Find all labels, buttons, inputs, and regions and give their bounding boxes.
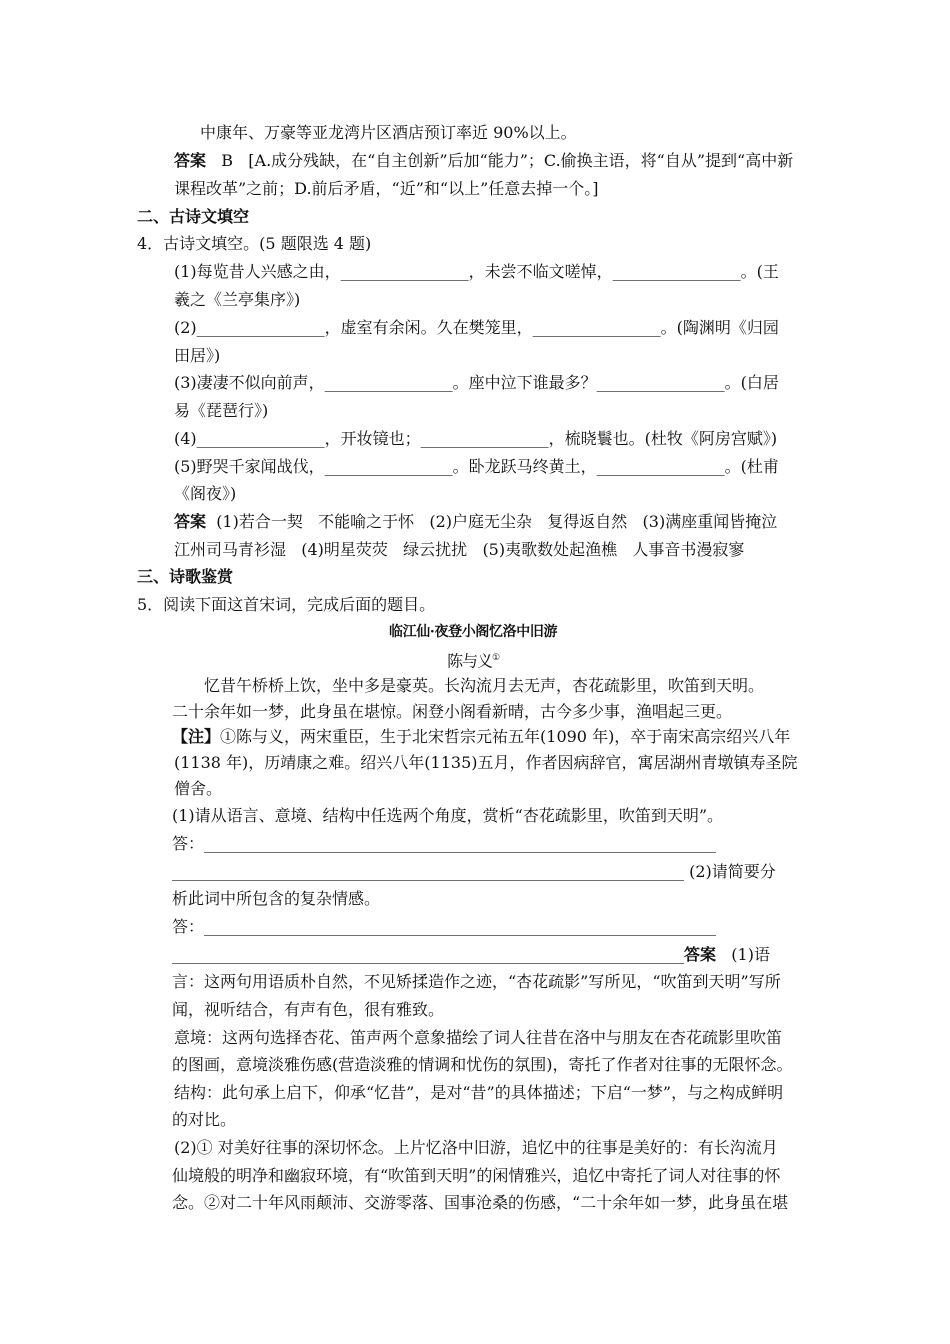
answer-text: (2)① 对美好往事的深切怀念。上片忆洛中旧游，追忆中的往事是美好的：有长沟流月 — [174, 1138, 778, 1157]
section-heading: 二、古诗文填空 — [137, 207, 250, 226]
answer-label: 答案 — [684, 945, 717, 964]
fill-item: (2)________________，虚室有余闲。久在樊笼里，________________。(陶渊明《归园 — [174, 318, 779, 337]
note-text: (1138 年)，历靖康之难。绍兴八年(1135)五月，作者因病辞官，寓居湖州青墩镇寿圣院 — [174, 753, 798, 772]
answer-text: 闻，视听结合，有声有色，很有雅致。 — [172, 1000, 445, 1019]
answer-line — [172, 945, 770, 965]
section-heading: 三、诗歌鉴赏 — [137, 567, 234, 586]
question-stem: 5．阅读下面这首宋词，完成后面的题目。 — [137, 595, 436, 614]
answer-text: 意境：这两句选择杏花、笛声两个意象描绘了词人往昔在洛中与朋友在杏花疏影里吹笛 — [174, 1028, 783, 1047]
fill-item: (1)每览昔人兴感之由，________________，未尝不临文嗟悼，________________。(王 — [174, 262, 779, 281]
answer-blank: ________________________________________________________________ (2)请简要分 — [172, 862, 776, 881]
fill-item: 《阁夜》) — [174, 484, 237, 503]
text-line: 中康年、万豪等亚龙湾片区酒店预订率近 90%以上。 — [200, 123, 577, 142]
answer-text: 课程改革”之前；D.前后矛盾，“近”和“以上”任意去掉一个。] — [174, 179, 599, 198]
sub-question: 析此词中所包含的复杂情感。 — [172, 889, 381, 908]
answer-blank: ________________________________________________________________ — [172, 945, 684, 964]
sub-question: (1)请从语言、意境、结构中任选两个角度，赏析“杏花疏影里，吹笛到天明”。 — [172, 806, 724, 825]
answer-text: B [A.成分残缺，在“自主创新”后加“能力”；C.偷换主语，将“自从”提到“高中新 — [206, 151, 794, 170]
answer-text: 的对比。 — [172, 1110, 237, 1129]
note-text: ①陈与义，两宋重臣，生于北宋哲宗元祐五年(1090 年)，卒于南宋高宗绍兴八年 — [220, 727, 791, 746]
answer-text: 江州司马青衫湿 (4)明星荧荧 绿云扰扰 (5)夷歌数处起渔樵 人事音书漫寂寥 — [174, 540, 745, 559]
answer-line — [174, 151, 793, 171]
answer-text: 仙境般的明净和幽寂环境，有“吹笛到天明”的闲情雅兴，追忆中寄托了词人对往事的怀 — [172, 1166, 781, 1185]
answer-label: 答案 — [174, 512, 207, 531]
answer-text: (1)语 — [716, 945, 770, 964]
answer-text: (1)若合一契 不能喻之于怀 (2)户庭无尘杂 复得返自然 (3)满座重闻皆掩泣 — [206, 512, 778, 531]
note-text: 僧舍。 — [174, 779, 223, 798]
poem-author — [0, 648, 946, 671]
poem-line: 忆昔午桥桥上饮，坐中多是豪英。长沟流月去无声，杏花疏影里，吹笛到天明。 — [204, 676, 765, 695]
answer-text: 言：这两句用语质朴自然，不见矫揉造作之迹，“杏花疏影”写所见，“吹笛到天明”写所 — [172, 972, 781, 991]
author-name: 陈与义 — [447, 651, 492, 671]
poem-title: 临江仙·夜登小阁忆洛中旧游 — [389, 624, 558, 640]
note-line — [172, 727, 790, 747]
question-stem: 4．古诗文填空。(5 题限选 4 题) — [137, 234, 372, 253]
answer-text: 念。②对二十年风雨颠沛、交游零落、国事沧桑的伤感，“二十余年如一梦，此身虽在堪 — [172, 1193, 789, 1212]
answer-line — [174, 512, 777, 532]
fill-item: 羲之《兰亭集序》) — [174, 290, 301, 309]
fill-item: 易《琵琶行》) — [174, 401, 269, 420]
answer-blank: 答：________________________________________________________________ — [172, 917, 717, 936]
answer-label: 答案 — [174, 151, 207, 170]
answer-text: 结构：此句承上启下，仰承“忆昔”，是对“昔”的具体描述；下启“一梦”，与之构成鲜明 — [174, 1083, 784, 1102]
note-label: 【注】 — [172, 727, 221, 746]
note-mark: ① — [491, 653, 500, 663]
answer-text: 的图画，意境淡雅伤感(营造淡雅的情调和忧伤的氛围)，寄托了作者对往事的无限怀念。 — [172, 1055, 793, 1074]
fill-item: (4)________________，开妆镜也；________________，梳晓鬟也。(杜牧《阿房宫赋》) — [174, 429, 778, 448]
answer-blank: 答：________________________________________________________________ — [172, 834, 717, 853]
fill-item: (3)凄凄不似向前声，________________。座中泣下谁最多？________________。(白居 — [174, 373, 779, 392]
fill-item: 田居》) — [174, 346, 221, 365]
fill-item: (5)野哭千家闻战伐，________________。卧龙跃马终黄土，________________。(杜甫 — [174, 457, 779, 476]
poem-line: 二十余年如一梦，此身虽在堪惊。闲登小阁看新晴，古今多少事，渔唱起三更。 — [172, 702, 733, 721]
